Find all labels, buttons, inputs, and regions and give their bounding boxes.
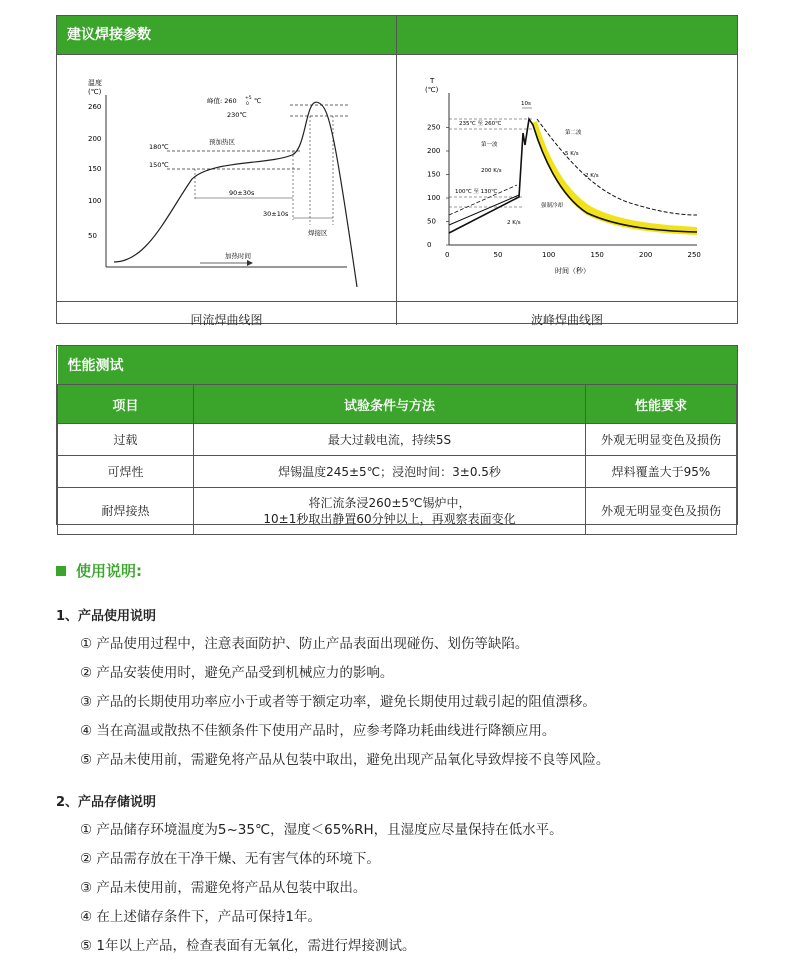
reflow-label-150: 150℃ <box>149 161 169 169</box>
square-bullet-icon <box>56 566 66 576</box>
wave-caption: 波峰焊曲线图 <box>530 313 603 327</box>
table-row <box>58 456 737 488</box>
table-row <box>58 424 737 456</box>
reflow-weld-zone: 焊接区 <box>308 229 328 237</box>
wave-label-cooling: 强制冷却 <box>541 203 564 209</box>
welding-parameters-panel <box>56 15 738 327</box>
wave-curve-chart <box>397 55 737 302</box>
wave-label-2ks-b: 2 K/s <box>507 220 521 226</box>
wave-xtick: 50 <box>493 251 503 259</box>
reflow-preheat-time: 90±30s <box>229 189 255 197</box>
reflow-peak-tol-up: +5 <box>245 96 252 101</box>
wave-label-2ks-a: 2 K/s <box>585 173 599 179</box>
wave-label-5ks: 5 K/s <box>565 151 579 157</box>
usage-item-1-5: ⑤ 产品未使用前，需避免将产品从包装中取出，避免出现产品氧化导致焊接不良等风险。 <box>80 752 610 768</box>
reflow-preheat-label: 预加热区 <box>209 138 235 146</box>
usage-item-2-2: ② 产品需存放在干净干燥、无有害气体的环境下。 <box>80 851 380 867</box>
welding-header-title: 建议焊接参数 <box>57 16 397 54</box>
reflow-ytick-100: 100 <box>88 197 102 205</box>
col-header-item: 项目 <box>58 385 194 424</box>
wave-label-100-130: 100℃ 至 130℃ <box>455 189 498 195</box>
reflow-ytick-50: 50 <box>88 232 97 240</box>
usage-item-2-3: ③ 产品未使用前，需避免将产品从包装中取出。 <box>80 880 367 896</box>
performance-test-panel <box>56 345 738 525</box>
row-condition: 焊锡温度245±5℃；浸泡时间：3±0.5秒 <box>194 456 586 488</box>
row-requirement: 外观无明显变色及损伤 <box>586 488 737 535</box>
row-condition: 最大过载电流，持续5S <box>194 424 586 456</box>
reflow-arrowhead <box>247 260 253 266</box>
reflow-curve-chart <box>57 55 396 302</box>
wave-ytick: 150 <box>427 170 441 179</box>
usage-item-1-1: ① 产品使用过程中，注意表面防护、防止产品表面出现碰伤、划伤等缺陷。 <box>80 636 529 652</box>
wave-cooling-band <box>532 121 697 235</box>
reflow-caption: 回流焊曲线图 <box>57 302 397 325</box>
table-row <box>58 488 737 535</box>
reflow-ylabel-2: (℃) <box>88 88 102 96</box>
reflow-peak-label: 峰值: 260 <box>207 97 237 105</box>
row-condition-line2: 10±1秒取出静置60分钟以上，再观察表面变化 <box>263 512 516 526</box>
usage-title-text: 使用说明: <box>76 562 142 580</box>
reflow-ytick-150: 150 <box>88 165 102 173</box>
welding-header-blank <box>397 16 737 54</box>
wave-dashed-curve <box>537 119 697 215</box>
row-requirement: 焊料覆盖大于95% <box>586 456 737 488</box>
wave-solid-curve <box>449 119 697 233</box>
performance-table <box>57 346 737 535</box>
reflow-label-180: 180℃ <box>149 143 169 151</box>
row-item: 过载 <box>58 424 194 456</box>
wave-ytick: 250 <box>427 123 441 132</box>
wave-ylabel-1: T <box>430 77 435 85</box>
wave-xtick: 100 <box>542 251 556 259</box>
usage-subsection-1-title: 1、产品使用说明 <box>56 609 157 624</box>
reflow-chart-cell <box>57 55 397 302</box>
reflow-ytick-200: 200 <box>88 135 102 143</box>
wave-xlabel: 时间（秒） <box>555 267 590 275</box>
row-requirement: 外观无明显变色及损伤 <box>586 424 737 456</box>
reflow-weld-time: 30±10s <box>263 210 289 218</box>
reflow-heat-time: 加热时间 <box>225 252 251 260</box>
usage-item-2-5: ⑤ 1年以上产品，检查表面有无氧化，需进行焊接测试。 <box>80 938 416 954</box>
usage-section-title <box>56 560 142 581</box>
wave-chart-cell <box>397 55 737 302</box>
row-condition <box>194 488 586 535</box>
wave-ytick: 100 <box>427 194 441 202</box>
reflow-peak-unit: ℃ <box>254 97 262 105</box>
wave-label-200ks: 200 K/s <box>481 168 502 174</box>
usage-item-1-2: ② 产品安装使用时，避免产品受到机械应力的影响。 <box>80 665 394 681</box>
reflow-ylabel-1: 温度 <box>88 79 102 87</box>
wave-xtick: 200 <box>639 251 653 259</box>
usage-item-1-3: ③ 产品的长期使用功率应小于或者等于额定功率，避免长期使用过载引起的阻值漂移。 <box>80 694 596 710</box>
usage-item-1-4: ④ 当在高温或散热不佳额条件下使用产品时，应参考降功耗曲线进行降额应用。 <box>80 723 556 739</box>
usage-item-2-4: ④ 在上述储存条件下，产品可保持1年。 <box>80 909 321 925</box>
welding-header <box>57 16 737 54</box>
performance-title: 性能测试 <box>58 346 737 385</box>
wave-label-second-wave: 第二波 <box>565 130 582 136</box>
usage-item-2-1: ① 产品储存环境温度为5~35℃，湿度＜65%RH，且湿度应尽量保持在低水平。 <box>80 822 563 838</box>
col-header-requirement: 性能要求 <box>586 385 737 424</box>
row-condition-line1: 将汇流条浸260±5℃锡炉中， <box>308 496 471 510</box>
wave-xtick: 150 <box>590 251 604 259</box>
wave-ytick: 0 <box>427 241 432 249</box>
wave-label-10s: 10s <box>521 101 531 107</box>
reflow-peak-tol-down: 0 <box>246 102 249 107</box>
row-item: 耐焊接热 <box>58 488 194 535</box>
reflow-ytick-260: 260 <box>88 103 102 111</box>
wave-xtick: 250 <box>687 251 701 259</box>
wave-ylabel-2: (℃) <box>425 86 439 94</box>
row-item: 可焊性 <box>58 456 194 488</box>
wave-yticks <box>427 124 449 250</box>
wave-xticks <box>445 251 701 259</box>
wave-ytick: 200 <box>427 147 441 155</box>
wave-ytick: 50 <box>427 217 436 226</box>
reflow-label-230: 230℃ <box>227 111 247 119</box>
wave-label-first-wave: 第一波 <box>481 142 498 148</box>
usage-subsection-2-title: 2、产品存储说明 <box>56 795 157 810</box>
wave-xtick: 0 <box>445 251 450 259</box>
wave-label-235-260: 235℃ 至 260℃ <box>459 121 502 127</box>
col-header-condition: 试验条件与方法 <box>194 385 586 424</box>
